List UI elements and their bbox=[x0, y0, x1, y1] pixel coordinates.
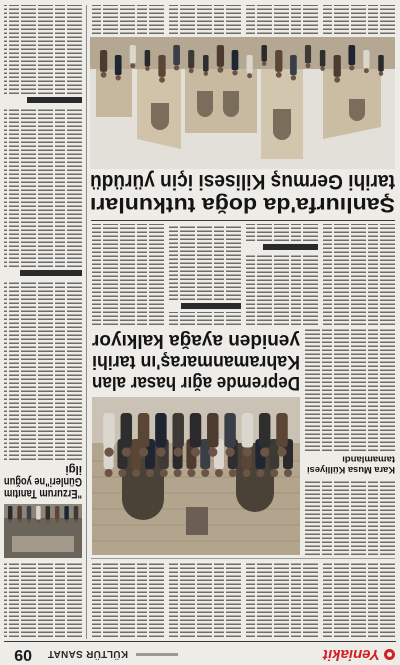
person-head bbox=[247, 73, 252, 78]
person-body bbox=[348, 45, 355, 65]
person-head bbox=[208, 448, 217, 457]
kahramanmaras-group-photo bbox=[92, 397, 300, 555]
kahramanmaras-subhead bbox=[305, 454, 395, 476]
person-figure bbox=[207, 413, 219, 457]
body-text-column bbox=[323, 5, 395, 34]
person-figure bbox=[188, 50, 194, 73]
person-body bbox=[261, 45, 267, 62]
section-title: KÜLTÜR SANAT bbox=[47, 648, 128, 659]
person-head bbox=[187, 469, 195, 477]
kahramanmaras-headline bbox=[92, 328, 300, 394]
page-number: 09 bbox=[14, 646, 32, 663]
person-body bbox=[115, 55, 122, 75]
person-body bbox=[275, 50, 282, 72]
person-head bbox=[105, 469, 113, 477]
person-head bbox=[270, 469, 278, 477]
headline-line: Kahramanmaraş'ın tarihi bbox=[92, 351, 300, 372]
person-head bbox=[284, 469, 292, 477]
person-figure bbox=[145, 50, 151, 71]
person-head bbox=[243, 448, 252, 457]
body-text-column bbox=[92, 5, 164, 34]
body-text-column bbox=[4, 107, 82, 267]
body-text-column bbox=[246, 5, 318, 34]
person-head bbox=[364, 68, 369, 73]
body-text-column bbox=[4, 5, 82, 94]
person-body bbox=[247, 55, 253, 73]
person-head bbox=[116, 75, 121, 80]
person-figure bbox=[259, 413, 271, 457]
body-text-column bbox=[92, 224, 164, 325]
person-head bbox=[256, 469, 264, 477]
person-head bbox=[18, 520, 22, 524]
body-text-column bbox=[4, 280, 82, 460]
person-body bbox=[121, 413, 133, 448]
person-head bbox=[27, 520, 31, 524]
person-body bbox=[224, 413, 236, 448]
arched-window bbox=[197, 91, 213, 117]
person-figure bbox=[8, 506, 13, 523]
person-figure bbox=[190, 413, 202, 457]
person-figure bbox=[217, 45, 224, 73]
person-figure bbox=[103, 413, 115, 457]
person-head bbox=[174, 448, 183, 457]
body-text-column bbox=[169, 224, 241, 300]
person-body bbox=[305, 45, 311, 63]
person-body bbox=[190, 413, 202, 448]
person-head bbox=[174, 65, 179, 70]
person-head bbox=[229, 469, 237, 477]
person-head bbox=[146, 469, 154, 477]
subhead-line: Kara Musa Külliyesi bbox=[307, 464, 395, 475]
person-head bbox=[122, 448, 131, 457]
person-body bbox=[334, 55, 341, 77]
body-subhead bbox=[20, 270, 82, 276]
person-figure bbox=[55, 506, 60, 523]
globe-icon bbox=[384, 649, 395, 660]
person-body bbox=[217, 45, 224, 67]
person-head bbox=[132, 469, 140, 477]
body-text-column bbox=[4, 561, 82, 637]
person-figure bbox=[378, 55, 384, 76]
body-text-column bbox=[246, 561, 318, 637]
person-figure bbox=[247, 55, 253, 78]
story-divider bbox=[91, 220, 395, 221]
person-head bbox=[118, 469, 126, 477]
person-head bbox=[379, 72, 383, 76]
body-subhead bbox=[27, 97, 82, 103]
person-head bbox=[217, 67, 223, 73]
person-head bbox=[130, 63, 135, 68]
person-figure bbox=[275, 50, 282, 78]
person-body bbox=[290, 55, 297, 75]
person-figure bbox=[46, 506, 51, 523]
person-body bbox=[378, 55, 384, 72]
person-head bbox=[65, 520, 69, 524]
person-head bbox=[156, 448, 165, 457]
header-rule bbox=[4, 641, 396, 642]
headline-line: Depremde ağır hasar alan bbox=[92, 372, 300, 393]
person-body bbox=[55, 506, 60, 520]
headline-line: "Erzurum Tanıtım bbox=[4, 487, 82, 499]
headline-line: ilgi bbox=[65, 463, 82, 475]
person-head bbox=[191, 448, 200, 457]
newspaper-logo: Yeniakit bbox=[323, 646, 380, 663]
window bbox=[186, 507, 208, 535]
person-body bbox=[36, 506, 41, 520]
person-head bbox=[262, 62, 266, 66]
person-figure bbox=[242, 413, 254, 457]
person-figure bbox=[121, 413, 133, 457]
arched-window bbox=[151, 103, 169, 130]
person-body bbox=[320, 50, 326, 67]
body-text-column bbox=[246, 224, 318, 241]
person-figure bbox=[261, 45, 267, 66]
person-figure bbox=[138, 413, 150, 457]
body-subhead bbox=[263, 244, 318, 250]
person-body bbox=[138, 413, 150, 448]
person-head bbox=[145, 67, 149, 71]
column-divider bbox=[86, 5, 87, 639]
body-text-column bbox=[169, 561, 241, 637]
person-head bbox=[160, 469, 168, 477]
person-head bbox=[139, 448, 148, 457]
arched-window bbox=[349, 99, 365, 121]
erzurum-event-photo bbox=[4, 504, 82, 558]
person-head bbox=[104, 448, 113, 457]
person-body bbox=[17, 506, 22, 520]
person-head bbox=[37, 520, 41, 524]
person-figure bbox=[115, 55, 122, 80]
person-head bbox=[306, 63, 311, 68]
person-figure bbox=[276, 413, 288, 457]
person-body bbox=[100, 50, 107, 72]
person-body bbox=[276, 413, 288, 448]
person-figure bbox=[36, 506, 41, 523]
stage-floor bbox=[4, 504, 82, 518]
person-head bbox=[101, 72, 107, 78]
person-figure bbox=[173, 45, 180, 70]
headline-line: Günleri"ne yoğun bbox=[4, 475, 82, 487]
person-head bbox=[46, 520, 50, 524]
body-text-column bbox=[169, 5, 241, 34]
person-figure bbox=[155, 413, 167, 457]
person-head bbox=[189, 68, 194, 73]
sanliurfa-headline bbox=[90, 170, 395, 218]
person-body bbox=[259, 413, 271, 448]
person-figure bbox=[27, 506, 32, 523]
stage-banner bbox=[12, 536, 74, 552]
arched-window bbox=[273, 109, 291, 140]
person-head bbox=[349, 65, 354, 70]
subhead-line: tamamlandı bbox=[342, 453, 395, 465]
body-text-column bbox=[305, 329, 395, 451]
body-text-column bbox=[246, 253, 318, 325]
person-head bbox=[159, 77, 165, 83]
erzurum-headline bbox=[4, 463, 82, 501]
person-head bbox=[174, 469, 182, 477]
person-body bbox=[130, 45, 136, 63]
person-body bbox=[363, 50, 369, 68]
person-figure bbox=[64, 506, 69, 523]
ruin-wall bbox=[185, 67, 257, 133]
body-text-column bbox=[169, 312, 241, 325]
person-figure bbox=[74, 506, 79, 523]
person-figure bbox=[363, 50, 369, 73]
person-figure bbox=[172, 413, 184, 457]
person-head bbox=[232, 70, 237, 75]
person-figure bbox=[232, 50, 239, 75]
person-figure bbox=[130, 45, 136, 68]
person-head bbox=[291, 75, 296, 80]
body-text-column bbox=[323, 224, 395, 325]
headline-line: yeniden ayağa kalkıyor bbox=[91, 330, 300, 351]
person-body bbox=[173, 45, 180, 65]
date-line bbox=[136, 653, 178, 656]
person-head bbox=[226, 448, 235, 457]
body-text-column bbox=[92, 561, 164, 637]
person-head bbox=[243, 469, 251, 477]
person-figure bbox=[320, 50, 326, 71]
person-figure bbox=[290, 55, 297, 80]
person-body bbox=[188, 50, 194, 68]
person-head bbox=[334, 77, 340, 83]
person-body bbox=[46, 506, 51, 520]
person-body bbox=[27, 506, 32, 520]
arched-window bbox=[223, 91, 239, 117]
headline-line: Şanlıurfa'da doğa tutkunları bbox=[90, 193, 395, 216]
person-figure bbox=[100, 50, 107, 78]
headline-line: tarihi Germuş Kilisesi için yürüdü bbox=[90, 170, 395, 193]
person-body bbox=[145, 50, 151, 67]
person-body bbox=[207, 413, 219, 448]
body-text-column bbox=[305, 479, 395, 555]
person-head bbox=[55, 520, 59, 524]
story-divider bbox=[91, 558, 395, 559]
person-figure bbox=[224, 413, 236, 457]
page-header bbox=[0, 642, 400, 665]
body-subhead bbox=[181, 303, 241, 309]
person-head bbox=[277, 448, 286, 457]
person-figure bbox=[17, 506, 22, 523]
person-figure bbox=[305, 45, 311, 68]
person-figure bbox=[158, 55, 165, 83]
body-text-column bbox=[323, 561, 395, 637]
person-figure bbox=[334, 55, 341, 83]
person-head bbox=[276, 72, 282, 78]
person-body bbox=[8, 506, 13, 520]
person-head bbox=[260, 448, 269, 457]
person-figure bbox=[348, 45, 355, 70]
germus-church-walk-photo bbox=[90, 37, 395, 169]
person-figure bbox=[203, 55, 209, 76]
person-head bbox=[320, 67, 324, 71]
person-body bbox=[158, 55, 165, 77]
person-body bbox=[155, 413, 167, 448]
person-body bbox=[74, 506, 79, 520]
person-head bbox=[74, 520, 78, 524]
person-body bbox=[242, 413, 254, 448]
person-body bbox=[203, 55, 209, 72]
person-body bbox=[103, 413, 115, 448]
person-head bbox=[215, 469, 223, 477]
person-head bbox=[8, 520, 12, 524]
person-head bbox=[201, 469, 209, 477]
person-head bbox=[204, 72, 208, 76]
person-body bbox=[232, 50, 239, 70]
person-body bbox=[172, 413, 184, 448]
person-body bbox=[64, 506, 69, 520]
